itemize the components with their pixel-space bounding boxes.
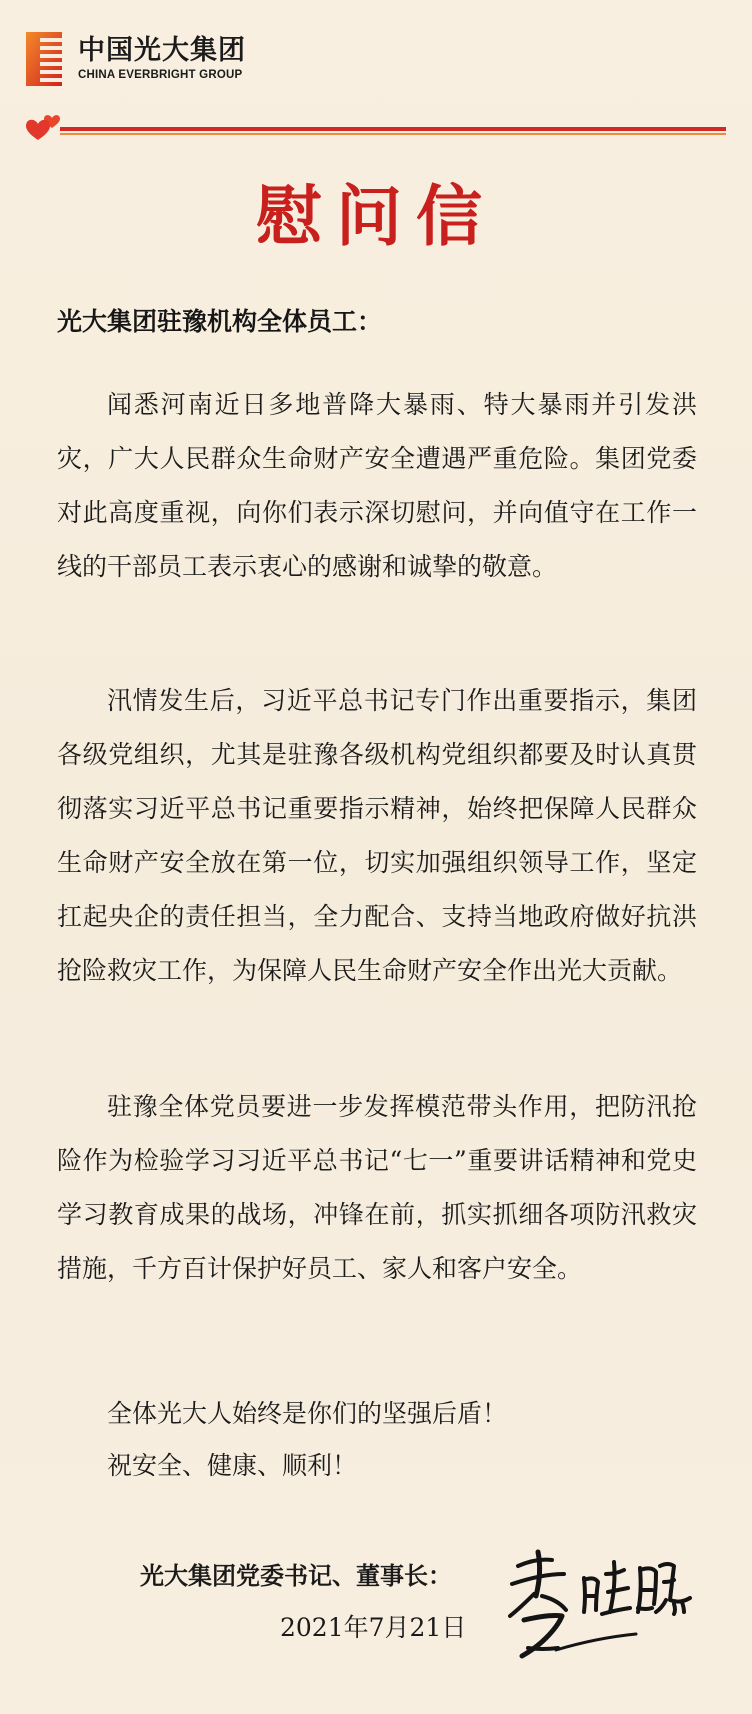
- letter-title: 慰问信: [256, 177, 496, 255]
- letter-paragraph-3: 驻豫全体党员要进一步发挥模范带头作用，把防汛抢险作为检验学习习近平总书记“七一”重要讲话精神和党史学习教育成果的战场，冲锋在前，抓实抓细各项防汛救灾措施，千方百计保护好员工、家人和客户安全。: [57, 1092, 697, 1283]
- signer-title: 光大集团党委书记、董事长：: [140, 1561, 452, 1590]
- closing-line-1: 全体光大人始终是你们的坚强后盾！: [107, 1399, 508, 1428]
- company-logo: [26, 30, 246, 88]
- letter-paragraph-2: 汛情发生后，习近平总书记专门作出重要指示，集团各级党组织，尤其是驻豫各级机构党组织都要及时认真贯彻落实习近平总书记重要指示精神，始终把保障人民群众生命财产安全放在第一位，切实加强组织领导工作，坚定扛起央企的责任担当，全力配合、支持当地政府做好抗洪抢险救灾工作，为保障人民生命财产安全作出光大贡献。: [57, 686, 697, 985]
- letter-paragraph-1: 闻悉河南近日多地普降大暴雨、特大暴雨并引发洪灾，广大人民群众生命财产安全遭遇严重危险。集团党委对此高度重视，向你们表示深切慰问，并向值守在工作一线的干部员工表示衷心的感谢和诚挚的敬意。: [57, 390, 697, 581]
- letter-date: 2021年7月21日: [280, 1613, 467, 1642]
- handwritten-signature: [498, 1538, 698, 1668]
- orange-rule-line: [60, 133, 726, 135]
- red-rule-line: [60, 127, 726, 131]
- everbright-logo-icon: [26, 30, 68, 88]
- logo-chinese-name: 中国光大集团: [78, 35, 246, 66]
- logo-english-name: CHINA EVERBRIGHT GROUP: [78, 69, 243, 81]
- letter-salutation: 光大集团驻豫机构全体员工：: [57, 307, 383, 336]
- closing-line-2: 祝安全、健康、顺利！: [107, 1451, 358, 1480]
- large-heart-icon: [26, 120, 50, 140]
- heart-divider: [26, 112, 726, 152]
